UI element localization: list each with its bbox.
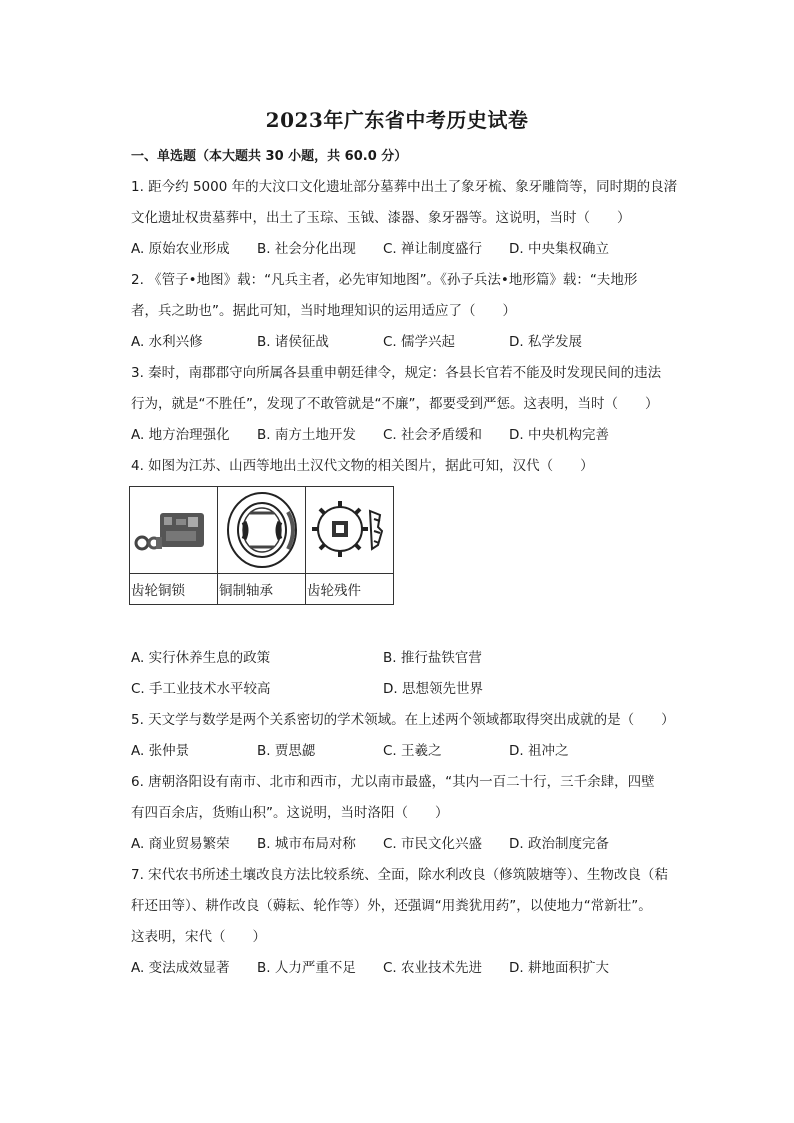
q4-option-a[interactable]: A. 实行休养生息的政策 <box>131 650 271 666</box>
q2-option-b[interactable]: B. 诸侯征战 <box>257 334 329 350</box>
q5-options <box>131 736 703 767</box>
q3-options <box>131 420 703 451</box>
q6-option-a[interactable]: A. 商业贸易繁荣 <box>131 836 230 852</box>
q3-option-d[interactable]: D. 中央机构完善 <box>509 427 609 443</box>
q2-stem-line1: 2. 《管子•地图》载：“凡兵主者，必先审知地图”。《孙子兵法•地形篇》载：“夫地形 <box>131 272 638 288</box>
q4-option-b[interactable]: B. 推行盐铁官营 <box>383 650 482 666</box>
caption-gear-fragment: 齿轮残件 <box>306 574 394 605</box>
q1-options <box>131 234 703 265</box>
q3-option-a[interactable]: A. 地方治理强化 <box>131 427 230 443</box>
question-list <box>131 172 703 984</box>
q2-stem-line2: 者，兵之助也”。据此可知，当时地理知识的运用适应了（ ） <box>131 303 516 319</box>
q6-option-b[interactable]: B. 城市布局对称 <box>257 836 356 852</box>
q7-option-b[interactable]: B. 人力严重不足 <box>257 960 356 976</box>
caption-gear-lock: 齿轮铜锁 <box>130 574 218 605</box>
q7-stem-line2: 秆还田等）、耕作改良（薅耘、轮作等）外，还强调“用粪犹用药”，以使地力“常新壮”。 <box>131 898 652 914</box>
q3-stem-line1: 3. 秦时，南郡郡守向所属各县重申朝廷律令，规定：各县长官若不能及时发现民间的违法 <box>131 365 662 381</box>
gear-lock-image <box>130 487 218 574</box>
q6-option-d[interactable]: D. 政治制度完备 <box>509 836 609 852</box>
q5-option-a[interactable]: A. 张仲景 <box>131 743 190 759</box>
q5-stem-line1: 5. 天文学与数学是两个关系密切的学术领域。在上述两个领域都取得突出成就的是（ ） <box>131 712 675 728</box>
q1-option-a[interactable]: A. 原始农业形成 <box>131 241 230 257</box>
q1-stem-line1: 1. 距今约 5000 年的大汶口文化遗址部分墓葬中出土了象牙梳、象牙雕筒等，同时期的良渚 <box>131 179 678 195</box>
q3-option-c[interactable]: C. 社会矛盾缓和 <box>383 427 483 443</box>
q7-option-d[interactable]: D. 耕地面积扩大 <box>509 960 609 976</box>
artifact-figure-table <box>129 486 394 605</box>
q7-option-a[interactable]: A. 变法成效显著 <box>131 960 230 976</box>
q4-options-row2 <box>131 674 703 705</box>
q5-option-c[interactable]: C. 王羲之 <box>383 743 442 759</box>
q3-option-b[interactable]: B. 南方土地开发 <box>257 427 356 443</box>
q5-option-b[interactable]: B. 贾思勰 <box>257 743 316 759</box>
q1-option-b[interactable]: B. 社会分化出现 <box>257 241 356 257</box>
q4-option-d[interactable]: D. 思想领先世界 <box>383 681 483 697</box>
q7-stem-line1: 7. 宋代农书所述土壤改良方法比较系统、全面，除水利改良（修筑陂塘等）、生物改良（秸 <box>131 867 668 883</box>
q7-options <box>131 953 703 984</box>
gear-fragment-image <box>306 487 394 574</box>
caption-bearing: 铜制轴承 <box>218 574 306 605</box>
q4-options-row1 <box>131 643 703 674</box>
spacer <box>131 605 703 643</box>
q4-option-c[interactable]: C. 手工业技术水平较高 <box>131 681 271 697</box>
q6-options <box>131 829 703 860</box>
q5-option-d[interactable]: D. 祖冲之 <box>509 743 569 759</box>
bearing-image <box>218 487 306 574</box>
page-title: 2023年广东省中考历史试卷 <box>265 108 529 132</box>
q7-stem-line3: 这表明，宋代（ ） <box>131 929 266 945</box>
q2-option-d[interactable]: D. 私学发展 <box>509 334 582 350</box>
q3-stem-line2: 行为，就是“不胜任”，发现了不敢管就是“不廉”，都要受到严惩。这表明，当时（ ） <box>131 396 659 412</box>
q2-option-a[interactable]: A. 水利兴修 <box>131 334 203 350</box>
q6-option-c[interactable]: C. 市民文化兴盛 <box>383 836 483 852</box>
q1-option-d[interactable]: D. 中央集权确立 <box>509 241 609 257</box>
gear-lock-icon <box>130 487 217 573</box>
gear-icon <box>306 487 393 573</box>
section-heading: 一、单选题（本大题共 30 小题，共 60.0 分） <box>131 149 408 164</box>
q7-option-c[interactable]: C. 农业技术先进 <box>383 960 483 976</box>
q2-option-c[interactable]: C. 儒学兴起 <box>383 334 456 350</box>
q4-stem-line1: 4. 如图为江苏、山西等地出土汉代文物的相关图片，据此可知，汉代（ ） <box>131 458 594 474</box>
q6-stem-line2: 有四百余店，货贿山积”。这说明，当时洛阳（ ） <box>131 805 449 821</box>
q2-options <box>131 327 703 358</box>
q1-stem-line2: 文化遗址权贵墓葬中，出土了玉琮、玉钺、漆器、象牙器等。这说明，当时（ ） <box>131 210 631 226</box>
bearing-icon <box>218 487 305 573</box>
q6-stem-line1: 6. 唐朝洛阳设有南市、北市和西市，尤以南市最盛，“其内一百二十行，三千余肆，四壁 <box>131 774 655 790</box>
q1-option-c[interactable]: C. 禅让制度盛行 <box>383 241 483 257</box>
